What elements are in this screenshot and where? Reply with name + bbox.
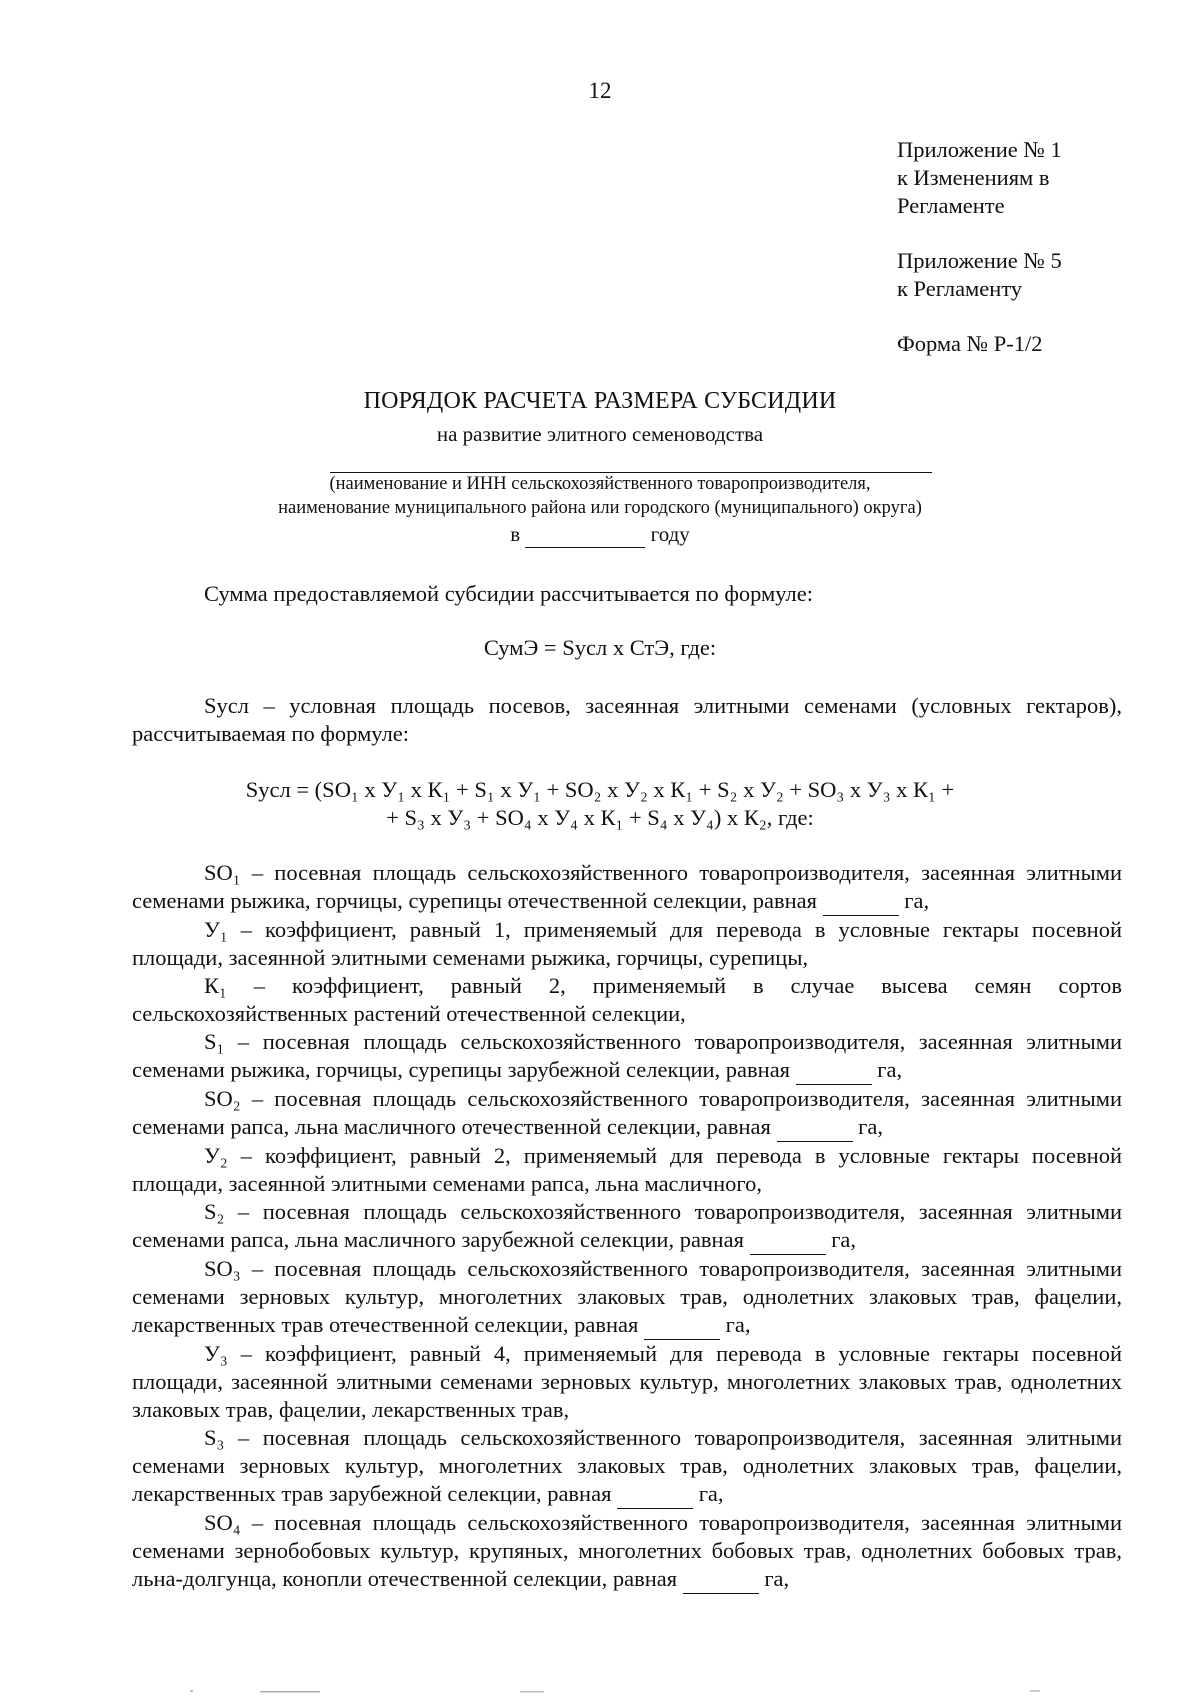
fill-note-line-1: (наименование и ИНН сельскохозяйственного товаропроизводителя, bbox=[329, 474, 871, 494]
definition-item bbox=[132, 1085, 1122, 1142]
sysl-def-line-2: рассчитываемая по формуле: bbox=[132, 721, 410, 746]
sysl-formula-line-2: + S₃ х У₃ + SO₄ х У₄ х К₁ + S₄ х У₄) х К₂, где: bbox=[386, 805, 814, 830]
definition-symbol: S₁ bbox=[204, 1029, 225, 1054]
definition-symbol: SO₄ bbox=[204, 1510, 241, 1535]
unit-label: га, bbox=[904, 888, 930, 913]
appendix-1-block bbox=[897, 136, 1062, 220]
definition-symbol: У₃ bbox=[204, 1341, 228, 1366]
definition-item bbox=[132, 1028, 1122, 1085]
area-blank-line bbox=[796, 1056, 872, 1085]
appendix-1-line: Приложение № 1 bbox=[897, 137, 1062, 162]
year-suffix: году bbox=[650, 522, 690, 546]
definition-text: – коэффициент, равный 2, применяемый в случае высева семян сортов сельскохозяйственных растений отечественной селекции, bbox=[132, 973, 1122, 1026]
definition-text: – посевная площадь сельскохозяйственного товаропроизводителя, засеянная элитными семенами рыжика, горчицы, сурепицы отечественной селекции, равная bbox=[132, 860, 1122, 913]
unit-label: га, bbox=[858, 1114, 883, 1139]
intro-text: Сумма предоставляемой субсидии рассчитывается по формуле: bbox=[204, 581, 814, 606]
appendix-1-line: Регламенте bbox=[897, 193, 1005, 218]
definition-item bbox=[132, 859, 1122, 916]
definition-symbol: SO₂ bbox=[204, 1086, 241, 1111]
year-prefix: в bbox=[510, 522, 521, 546]
definition-text: – посевная площадь сельскохозяйственного товаропроизводителя, засеянная элитными семенами рапса, льна масличного отечественной селекции, равная bbox=[132, 1086, 1122, 1139]
definition-item bbox=[132, 972, 1122, 1028]
area-blank-line bbox=[823, 887, 899, 916]
form-number: Форма № Р-1/2 bbox=[897, 331, 1043, 356]
definition-symbol: SO₃ bbox=[204, 1256, 241, 1281]
appendix-5-line: Приложение № 5 bbox=[897, 248, 1062, 273]
page-number: 12 bbox=[588, 78, 612, 103]
definition-text: – посевная площадь сельскохозяйственного товаропроизводителя, засеянная элитными семенами рапса, льна масличного зарубежной селекции, равная bbox=[132, 1199, 1122, 1252]
definition-text: – коэффициент, равный 4, применяемый для перевода в условные гектары посевной площади, засеянной элитными семенами зерновых культур, многолетних злаковых трав, однолетних злаковых трав, фацелии, лекарственных трав, bbox=[132, 1341, 1122, 1422]
appendix-5-block bbox=[897, 247, 1062, 303]
definition-symbol: У₁ bbox=[204, 917, 228, 942]
definition-symbol: У₂ bbox=[204, 1143, 228, 1168]
definition-item bbox=[132, 1198, 1122, 1255]
definition-item bbox=[132, 1255, 1122, 1340]
document-subtitle: на развитие элитного семеноводства bbox=[436, 422, 764, 446]
unit-label: га, bbox=[698, 1481, 724, 1506]
unit-label: га, bbox=[725, 1312, 751, 1337]
area-blank-line bbox=[617, 1480, 693, 1509]
main-formula: СумЭ = Sусл х СтЭ, где: bbox=[483, 635, 717, 660]
area-blank-line bbox=[683, 1565, 759, 1594]
area-blank-line bbox=[777, 1113, 853, 1142]
sysl-formula-line-1: Sусл = (SO₁ х У₁ х К₁ + S₁ х У₁ + SO₂ х У₂ х К₁ + S₂ х У₂ + SO₃ х У₃ х К₁ + bbox=[245, 777, 955, 802]
year-blank bbox=[525, 522, 645, 548]
definition-symbol: S₂ bbox=[204, 1199, 225, 1224]
appendix-1-line: к Изменениям в bbox=[897, 165, 1050, 190]
definition-text: – посевная площадь сельскохозяйственного товаропроизводителя, засеянная элитными семенами зерновых культур, многолетних злаковых трав, однолетних злаковых трав, фацелии, лекарственных трав зарубежной селекции, равная bbox=[132, 1425, 1122, 1506]
sysl-def-line-1: Sусл – условная площадь посевов, засеянная элитными семенами (условных гектаров), bbox=[204, 693, 1122, 718]
definition-item bbox=[132, 1142, 1122, 1198]
unit-label: га, bbox=[831, 1227, 857, 1252]
appendix-5-line: к Регламенту bbox=[897, 276, 1023, 301]
name-fill-line bbox=[330, 472, 932, 473]
definition-symbol: К₁ bbox=[204, 973, 227, 998]
definition-item bbox=[132, 1424, 1122, 1509]
sysl-definition bbox=[132, 692, 1122, 748]
year-line bbox=[0, 522, 1200, 548]
definition-text: – коэффициент, равный 2, применяемый для перевода в условные гектары посевной площади, засеянной элитными семенами рапса, льна масличного, bbox=[132, 1143, 1122, 1196]
definition-text: – посевная площадь сельскохозяйственного товаропроизводителя, засеянная элитными семенами зернобобовых культур, крупяных, многолетних бобовых трав, однолетних бобовых трав, льна-долгунца, конопли отечественной селекции, равная bbox=[132, 1510, 1122, 1591]
fill-note-line-2: наименование муниципального района или городского (муниципального) округа) bbox=[278, 498, 922, 518]
scan-artifacts bbox=[190, 1688, 1070, 1694]
definition-symbol: SO₁ bbox=[204, 860, 241, 885]
unit-label: га, bbox=[877, 1057, 903, 1082]
definition-item bbox=[132, 916, 1122, 972]
definition-text: – посевная площадь сельскохозяйственного товаропроизводителя, засеянная элитными семенами зерновых культур, многолетних злаковых трав, однолетних злаковых трав, фацелии, лекарственных трав отечественной селекции, равная bbox=[132, 1256, 1122, 1337]
unit-label: га, bbox=[764, 1566, 790, 1591]
definition-symbol: S₃ bbox=[204, 1425, 225, 1450]
definition-text: – посевная площадь сельскохозяйственного товаропроизводителя, засеянная элитными семенами рыжика, горчицы, сурепицы зарубежной селекции, равная bbox=[132, 1029, 1122, 1082]
definition-item bbox=[132, 1509, 1122, 1594]
area-blank-line bbox=[750, 1226, 826, 1255]
definition-text: – коэффициент, равный 1, применяемый для перевода в условные гектары посевной площади, засеянной элитными семенами рыжика, горчицы, сурепицы, bbox=[132, 917, 1122, 970]
area-blank-line bbox=[644, 1311, 720, 1340]
definition-item bbox=[132, 1340, 1122, 1424]
definitions-list bbox=[132, 859, 1122, 1594]
document-title: ПОРЯДОК РАСЧЕТА РАЗМЕРА СУБСИДИИ bbox=[363, 388, 837, 414]
